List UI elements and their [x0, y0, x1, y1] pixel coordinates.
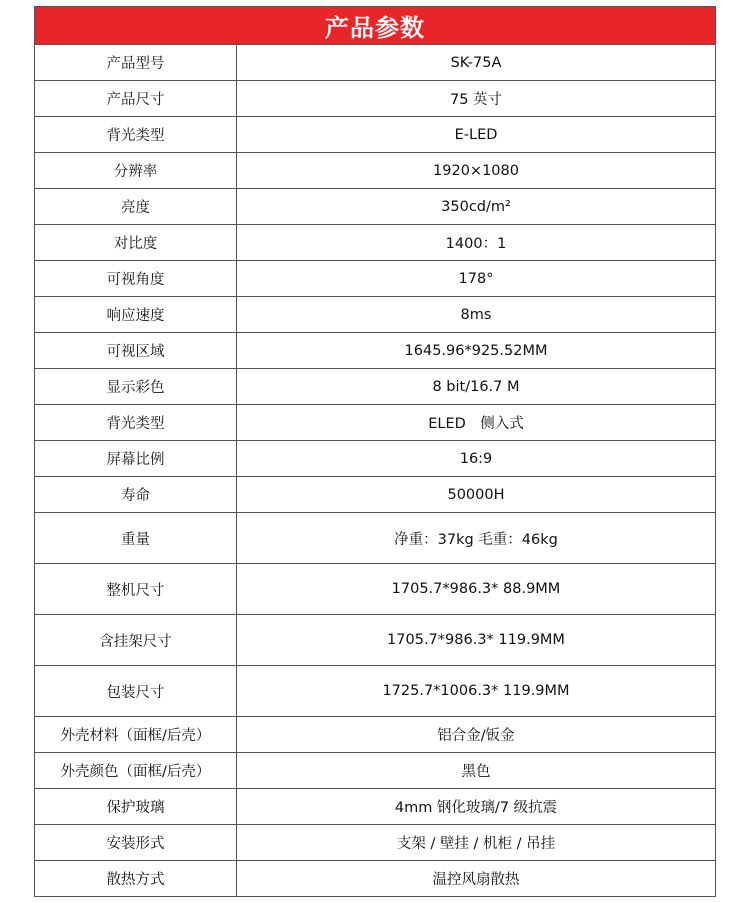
spec-label: 可视角度: [35, 261, 237, 297]
spec-label: 可视区域: [35, 333, 237, 369]
spec-label: 产品型号: [35, 45, 237, 81]
spec-table-title: 产品参数: [35, 7, 715, 45]
spec-row-backlight-type: [35, 405, 715, 441]
spec-label: 安装形式: [35, 825, 237, 861]
spec-label: 产品尺寸: [35, 81, 237, 117]
spec-value: 1400：1: [237, 225, 716, 261]
spec-label: 整机尺寸: [35, 564, 237, 615]
spec-row-size: [35, 81, 715, 117]
spec-row-lifespan: [35, 477, 715, 513]
spec-label: 含挂架尺寸: [35, 615, 237, 666]
spec-row-response-time: [35, 297, 715, 333]
spec-value: 8ms: [237, 297, 716, 333]
spec-table: [35, 45, 715, 896]
spec-row-protective-glass: [35, 789, 715, 825]
spec-row-backlight: [35, 117, 715, 153]
spec-row-resolution: [35, 153, 715, 189]
spec-row-viewing-angle: [35, 261, 715, 297]
spec-label: 散热方式: [35, 861, 237, 897]
spec-sheet: [34, 6, 716, 897]
spec-value: 1705.7*986.3* 119.9MM: [237, 615, 716, 666]
spec-label: 亮度: [35, 189, 237, 225]
spec-row-viewing-area: [35, 333, 715, 369]
spec-label: 背光类型: [35, 405, 237, 441]
spec-row-aspect-ratio: [35, 441, 715, 477]
spec-row-unit-dimensions: [35, 564, 715, 615]
spec-row-housing-color: [35, 753, 715, 789]
spec-value: 8 bit/16.7 M: [237, 369, 716, 405]
spec-value: 4mm 钢化玻璃/7 级抗震: [237, 789, 716, 825]
spec-label: 重量: [35, 513, 237, 564]
spec-value: 1705.7*986.3* 88.9MM: [237, 564, 716, 615]
spec-row-brightness: [35, 189, 715, 225]
spec-row-color-depth: [35, 369, 715, 405]
spec-row-with-bracket-dimensions: [35, 615, 715, 666]
spec-value: 75 英寸: [237, 81, 716, 117]
spec-value: 温控风扇散热: [432, 872, 520, 888]
spec-label: 保护玻璃: [35, 789, 237, 825]
spec-value: 50000H: [237, 477, 716, 513]
spec-value: 1920×1080: [237, 153, 716, 189]
spec-value: ELED 侧入式: [237, 405, 716, 441]
spec-row-housing-material: [35, 717, 715, 753]
spec-label: 背光类型: [35, 117, 237, 153]
spec-label: 显示彩色: [35, 369, 237, 405]
spec-label: 屏幕比例: [35, 441, 237, 477]
spec-row-cooling: [35, 861, 715, 897]
spec-row-model: [35, 45, 715, 81]
spec-value: 黑色: [237, 753, 716, 789]
spec-row-package-dimensions: [35, 666, 715, 717]
spec-value: 铝合金/钣金: [237, 717, 716, 753]
spec-label: 对比度: [35, 225, 237, 261]
spec-value: E-LED: [237, 117, 716, 153]
spec-label: 外壳颜色（面框/后壳）: [35, 753, 237, 789]
spec-label: 包装尺寸: [35, 666, 237, 717]
spec-value: 1645.96*925.52MM: [237, 333, 716, 369]
spec-value: SK-75A: [237, 45, 716, 81]
spec-label: 寿命: [35, 477, 237, 513]
spec-label: 响应速度: [35, 297, 237, 333]
spec-label: 外壳材料（面框/后壳）: [35, 717, 237, 753]
spec-row-weight: [35, 513, 715, 564]
spec-value: 178°: [237, 261, 716, 297]
spec-row-contrast: [35, 225, 715, 261]
spec-value: 1725.7*1006.3* 119.9MM: [237, 666, 716, 717]
spec-label: 分辨率: [35, 153, 237, 189]
spec-value: 支架 / 壁挂 / 机柜 / 吊挂: [237, 825, 716, 861]
spec-row-installation: [35, 825, 715, 861]
spec-value: 350cd/m²: [237, 189, 716, 225]
spec-value: 16:9: [237, 441, 716, 477]
spec-value: 净重：37kg 毛重：46kg: [237, 513, 716, 564]
